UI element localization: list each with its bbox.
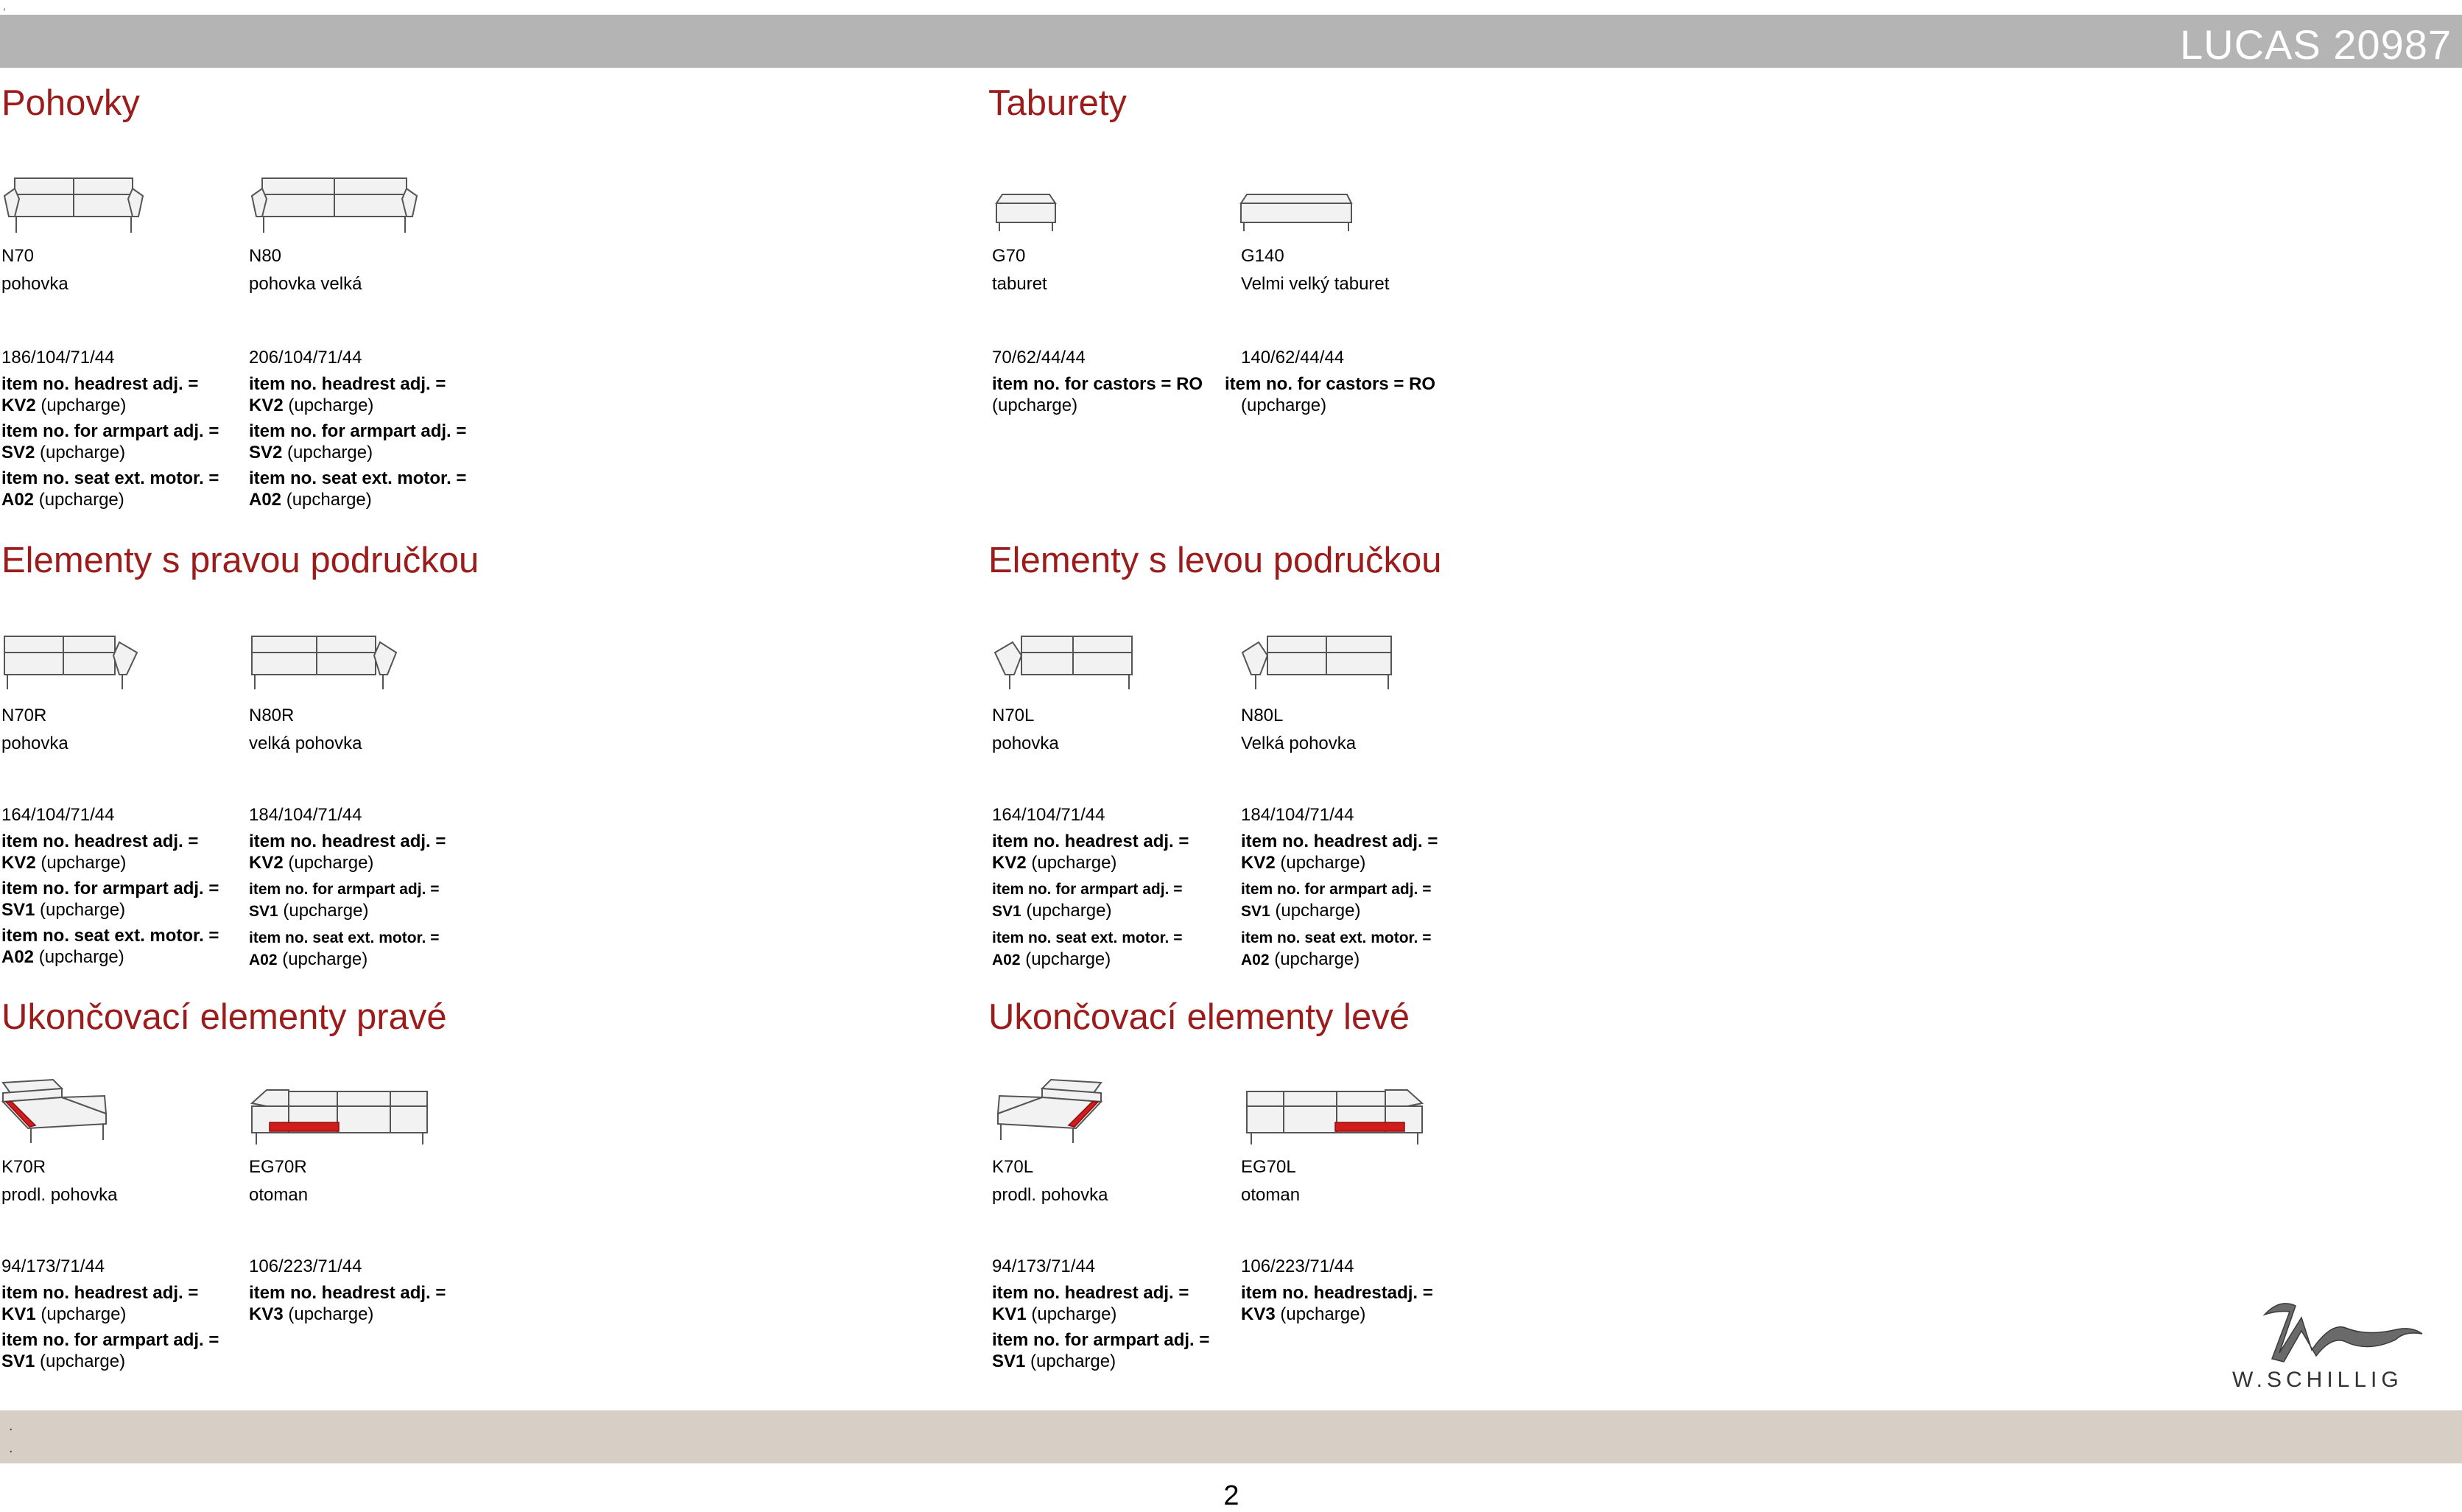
- item-notes: [1241, 1282, 1462, 1329]
- section-title: Taburety: [988, 83, 1127, 123]
- sofa-n70r-icon: [1, 626, 149, 692]
- item-code: G70: [992, 246, 1026, 266]
- section-leve: [988, 540, 1442, 581]
- item-code: N70R: [1, 706, 47, 725]
- item-description: pohovka: [1, 734, 68, 753]
- ottoman-eg70r-icon: [249, 1077, 433, 1150]
- item-code: N80R: [249, 706, 295, 725]
- note-seat-ext: item no. seat ext. motor. = A02 (upcharge): [249, 929, 440, 969]
- item-notes: [1, 831, 222, 972]
- brand-name: W.SCHILLIG: [2232, 1368, 2403, 1392]
- section-title: Ukončovací elementy levé: [988, 997, 1410, 1037]
- item-description: otoman: [249, 1185, 309, 1205]
- note-armpart: item no. for armpart adj. = SV1 (upcharge): [1, 1330, 219, 1371]
- item-code: N80L: [1241, 706, 1284, 725]
- note-armpart: item no. for armpart adj. = SV1 (upcharge): [992, 881, 1183, 921]
- item-dimensions: 106/223/71/44: [249, 1256, 362, 1276]
- item-description: Velká pohovka: [1241, 734, 1357, 753]
- item-notes: [249, 373, 485, 515]
- note-castors: item no. for castors = RO (upcharge): [992, 374, 1203, 415]
- sofa-n80r-icon: [249, 626, 404, 692]
- page-number: 2: [1223, 1480, 1239, 1511]
- note-armpart: item no. for armpart adj. = SV1 (upcharge): [1241, 881, 1432, 921]
- note-armpart: item no. for armpart adj. = SV1 (upcharge): [1, 879, 219, 920]
- note-headrest: item no. headrest adj. = KV1 (upcharge): [992, 1283, 1189, 1324]
- item-description: otoman: [1241, 1185, 1301, 1205]
- corner-mark: ,: [3, 0, 6, 12]
- item-dimensions: 184/104/71/44: [1241, 805, 1354, 825]
- item-notes: [1225, 373, 1468, 421]
- collection-title: LUCAS 20987: [2179, 21, 2452, 68]
- footer-dot: .: [9, 1440, 13, 1456]
- footer-dot: .: [9, 1418, 13, 1434]
- item-notes: [1, 1282, 237, 1376]
- item-code: EG70L: [1241, 1157, 1296, 1177]
- item-description: prodl. pohovka: [992, 1185, 1108, 1205]
- item-code: EG70R: [249, 1157, 307, 1177]
- section-title: Pohovky: [1, 83, 140, 123]
- note-headrest: item no. headrest adj. = KV2 (upcharge): [1, 374, 199, 415]
- section-title: Elementy s pravou područkou: [1, 541, 479, 580]
- item-notes: [992, 373, 1235, 421]
- item-description: pohovka: [1, 274, 68, 294]
- note-headrest: item no. headrest adj. = KV2 (upcharge): [1241, 831, 1438, 873]
- item-dimensions: 70/62/44/44: [992, 348, 1086, 368]
- section-ukoncovaci-leve: [988, 996, 1410, 1038]
- w-swoosh-icon: [2257, 1285, 2427, 1366]
- note-seat-ext: item no. seat ext. motor. = A02 (upcharge): [1241, 929, 1432, 969]
- section-prave: [1, 540, 479, 581]
- item-dimensions: 140/62/44/44: [1241, 348, 1345, 368]
- item-dimensions: 164/104/71/44: [992, 805, 1105, 825]
- item-description: taburet: [992, 274, 1047, 294]
- note-headrest: item no. headrest adj. = KV2 (upcharge): [249, 374, 446, 415]
- footer-bar: [0, 1410, 2462, 1463]
- item-description: Velmi velký taburet: [1241, 274, 1390, 294]
- item-code: N70: [1, 246, 35, 266]
- stool-g140-icon: [1225, 187, 1357, 239]
- note-headrest: item no. headrestadj. = KV3 (upcharge): [1241, 1283, 1433, 1324]
- item-code: K70R: [1, 1157, 46, 1177]
- note-headrest: item no. headrest adj. = KV3 (upcharge): [249, 1283, 446, 1324]
- note-headrest: item no. headrest adj. = KV2 (upcharge): [992, 831, 1189, 873]
- stool-g70-icon: [992, 187, 1066, 239]
- item-notes: [1241, 831, 1462, 975]
- brand-logo: [2228, 1285, 2449, 1396]
- item-notes: [249, 1282, 470, 1329]
- item-notes: [1, 373, 222, 515]
- item-description: velká pohovka: [249, 734, 362, 753]
- note-armpart: item no. for armpart adj. = SV1 (upcharge): [992, 1330, 1210, 1371]
- sofa-n80-icon: [249, 169, 426, 236]
- item-description: pohovka: [992, 734, 1059, 753]
- chaise-k70l-icon: [992, 1077, 1102, 1150]
- section-ukoncovaci-prave: [1, 996, 447, 1038]
- item-code: K70L: [992, 1157, 1034, 1177]
- sofa-n80l-icon: [1241, 626, 1396, 692]
- section-pohovky: [1, 82, 140, 124]
- item-notes: [992, 831, 1213, 975]
- item-notes: [249, 831, 470, 975]
- item-dimensions: 184/104/71/44: [249, 805, 362, 825]
- note-castors: item no. for castors = RO (upcharge): [1225, 374, 1436, 415]
- chaise-k70r-icon: [1, 1077, 112, 1150]
- note-seat-ext: item no. seat ext. motor. = A02 (upcharge): [992, 929, 1183, 969]
- item-dimensions: 186/104/71/44: [1, 348, 115, 368]
- item-code: N80: [249, 246, 282, 266]
- item-dimensions: 94/173/71/44: [1, 1256, 105, 1276]
- item-dimensions: 164/104/71/44: [1, 805, 115, 825]
- note-headrest: item no. headrest adj. = KV1 (upcharge): [1, 1283, 199, 1324]
- item-notes: [992, 1282, 1228, 1376]
- ottoman-eg70l-icon: [1241, 1077, 1425, 1150]
- section-taburety: [988, 82, 1127, 124]
- item-dimensions: 206/104/71/44: [249, 348, 362, 368]
- note-armpart: item no. for armpart adj. = SV1 (upcharge): [249, 881, 440, 921]
- section-title: Ukončovací elementy pravé: [1, 997, 447, 1037]
- note-armpart: item no. for armpart adj. = SV2 (upcharge): [249, 421, 467, 463]
- header-bar: [0, 15, 2462, 68]
- item-code: N70L: [992, 706, 1035, 725]
- sofa-n70-icon: [1, 169, 156, 236]
- item-code: G140: [1241, 246, 1284, 266]
- sofa-n70l-icon: [992, 626, 1139, 692]
- note-seat-ext: item no. seat ext. motor. = A02 (upcharge): [249, 468, 467, 510]
- note-headrest: item no. headrest adj. = KV2 (upcharge): [1, 831, 199, 873]
- note-armpart: item no. for armpart adj. = SV2 (upcharge): [1, 421, 219, 463]
- item-description: pohovka velká: [249, 274, 362, 294]
- note-headrest: item no. headrest adj. = KV2 (upcharge): [249, 831, 446, 873]
- note-seat-ext: item no. seat ext. motor. = A02 (upcharge): [1, 468, 219, 510]
- item-dimensions: 94/173/71/44: [992, 1256, 1096, 1276]
- note-seat-ext: item no. seat ext. motor. = A02 (upcharge): [1, 926, 219, 967]
- item-dimensions: 106/223/71/44: [1241, 1256, 1354, 1276]
- item-description: prodl. pohovka: [1, 1185, 118, 1205]
- section-title: Elementy s levou područkou: [988, 541, 1442, 580]
